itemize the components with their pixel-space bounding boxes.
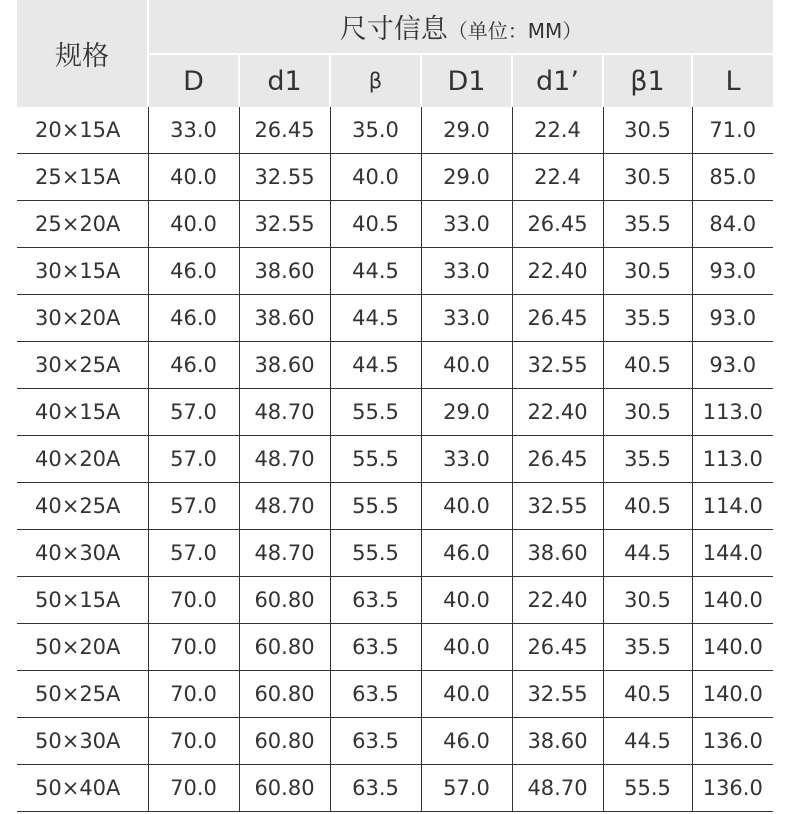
cell-d1-prime: 32.55: [512, 483, 603, 530]
cell-d1: 38.60: [239, 248, 330, 295]
cell-beta1: 30.5: [603, 154, 692, 201]
table-row: [17, 201, 773, 248]
cell-beta1: 30.5: [603, 248, 692, 295]
cell-d1: 38.60: [239, 342, 330, 389]
cell-d1: 32.55: [239, 154, 330, 201]
cell-L: 93.0: [692, 248, 773, 295]
spec-column-header: 规格: [17, 0, 148, 107]
cell-d1-prime: 26.45: [512, 624, 603, 671]
table-row: [17, 765, 773, 812]
cell-beta1: 35.5: [603, 436, 692, 483]
cell-D: 57.0: [148, 530, 239, 577]
cell-D: 70.0: [148, 577, 239, 624]
cell-d1-prime: 32.55: [512, 342, 603, 389]
cell-d1: 38.60: [239, 295, 330, 342]
cell-L: 93.0: [692, 342, 773, 389]
cell-D: 57.0: [148, 389, 239, 436]
cell-beta: 63.5: [330, 718, 421, 765]
cell-beta: 44.5: [330, 295, 421, 342]
cell-D1: 33.0: [421, 436, 512, 483]
cell-beta1: 40.5: [603, 342, 692, 389]
cell-beta1: 44.5: [603, 530, 692, 577]
cell-beta: 63.5: [330, 671, 421, 718]
cell-L: 136.0: [692, 765, 773, 812]
table-row: [17, 530, 773, 577]
cell-d1-prime: 22.4: [512, 107, 603, 154]
cell-L: 113.0: [692, 436, 773, 483]
cell-spec: 40×15A: [17, 389, 148, 436]
cell-D: 40.0: [148, 154, 239, 201]
cell-D: 46.0: [148, 342, 239, 389]
cell-D: 46.0: [148, 295, 239, 342]
cell-d1-prime: 32.55: [512, 671, 603, 718]
cell-beta: 63.5: [330, 577, 421, 624]
cell-d1-prime: 22.4: [512, 154, 603, 201]
cell-L: 85.0: [692, 154, 773, 201]
cell-d1: 60.80: [239, 765, 330, 812]
cell-D: 33.0: [148, 107, 239, 154]
cell-d1-prime: 38.60: [512, 530, 603, 577]
cell-beta: 63.5: [330, 624, 421, 671]
cell-beta: 35.0: [330, 107, 421, 154]
column-header-beta1: β1: [603, 54, 692, 107]
cell-D: 46.0: [148, 248, 239, 295]
cell-d1: 60.80: [239, 577, 330, 624]
cell-D1: 33.0: [421, 295, 512, 342]
cell-D: 70.0: [148, 765, 239, 812]
cell-D1: 40.0: [421, 483, 512, 530]
table-body: [17, 107, 773, 812]
cell-D1: 46.0: [421, 530, 512, 577]
cell-beta: 44.5: [330, 248, 421, 295]
cell-beta1: 40.5: [603, 483, 692, 530]
cell-spec: 25×15A: [17, 154, 148, 201]
cell-D1: 29.0: [421, 107, 512, 154]
dimension-group-header: [148, 0, 773, 54]
cell-beta: 55.5: [330, 389, 421, 436]
cell-D1: 46.0: [421, 718, 512, 765]
cell-beta1: 30.5: [603, 107, 692, 154]
table-row: [17, 248, 773, 295]
cell-beta1: 40.5: [603, 671, 692, 718]
cell-D1: 40.0: [421, 671, 512, 718]
cell-d1: 60.80: [239, 671, 330, 718]
cell-L: 136.0: [692, 718, 773, 765]
cell-spec: 50×15A: [17, 577, 148, 624]
cell-d1-prime: 26.45: [512, 436, 603, 483]
cell-beta: 40.0: [330, 154, 421, 201]
cell-L: 144.0: [692, 530, 773, 577]
cell-beta: 40.5: [330, 201, 421, 248]
cell-L: 140.0: [692, 671, 773, 718]
cell-d1: 60.80: [239, 718, 330, 765]
cell-d1: 32.55: [239, 201, 330, 248]
cell-d1: 48.70: [239, 483, 330, 530]
cell-d1-prime: 26.45: [512, 201, 603, 248]
column-header-D: D: [148, 54, 239, 107]
cell-spec: 25×20A: [17, 201, 148, 248]
cell-spec: 30×15A: [17, 248, 148, 295]
cell-spec: 50×30A: [17, 718, 148, 765]
cell-spec: 30×25A: [17, 342, 148, 389]
unit-note: （单位：MM）: [447, 19, 583, 43]
cell-spec: 30×20A: [17, 295, 148, 342]
cell-beta1: 35.5: [603, 624, 692, 671]
table-row: [17, 154, 773, 201]
cell-beta: 55.5: [330, 530, 421, 577]
cell-spec: 50×25A: [17, 671, 148, 718]
size-spec-table: [17, 0, 773, 812]
cell-d1-prime: 22.40: [512, 577, 603, 624]
cell-d1: 26.45: [239, 107, 330, 154]
cell-beta: 44.5: [330, 342, 421, 389]
cell-D1: 29.0: [421, 154, 512, 201]
column-header-beta: β: [330, 54, 421, 107]
table-row: [17, 342, 773, 389]
table-row: [17, 295, 773, 342]
cell-beta1: 44.5: [603, 718, 692, 765]
cell-beta: 55.5: [330, 483, 421, 530]
cell-D: 57.0: [148, 436, 239, 483]
cell-D1: 40.0: [421, 342, 512, 389]
column-header-D1: D1: [421, 54, 512, 107]
cell-D1: 33.0: [421, 248, 512, 295]
table-row: [17, 389, 773, 436]
cell-d1-prime: 26.45: [512, 295, 603, 342]
column-header-d1-prime: d1’: [512, 54, 603, 107]
column-header-L: L: [692, 54, 773, 107]
cell-L: 84.0: [692, 201, 773, 248]
cell-D1: 57.0: [421, 765, 512, 812]
cell-d1-prime: 22.40: [512, 248, 603, 295]
column-header-d1: d1: [239, 54, 330, 107]
cell-D1: 29.0: [421, 389, 512, 436]
cell-spec: 50×20A: [17, 624, 148, 671]
cell-spec: 50×40A: [17, 765, 148, 812]
cell-d1-prime: 48.70: [512, 765, 603, 812]
cell-beta1: 35.5: [603, 295, 692, 342]
table-row: [17, 718, 773, 765]
cell-beta1: 30.5: [603, 577, 692, 624]
table-row: [17, 577, 773, 624]
cell-L: 113.0: [692, 389, 773, 436]
cell-d1: 48.70: [239, 389, 330, 436]
cell-spec: 40×30A: [17, 530, 148, 577]
cell-L: 93.0: [692, 295, 773, 342]
cell-D: 40.0: [148, 201, 239, 248]
table-row: [17, 671, 773, 718]
header-row-group: [17, 0, 773, 54]
cell-d1: 48.70: [239, 530, 330, 577]
cell-L: 114.0: [692, 483, 773, 530]
cell-d1: 60.80: [239, 624, 330, 671]
cell-D1: 33.0: [421, 201, 512, 248]
cell-beta1: 55.5: [603, 765, 692, 812]
table-row: [17, 624, 773, 671]
cell-spec: 20×15A: [17, 107, 148, 154]
cell-beta: 55.5: [330, 436, 421, 483]
cell-beta1: 35.5: [603, 201, 692, 248]
cell-spec: 40×25A: [17, 483, 148, 530]
dimension-group-title: 尺寸信息: [339, 14, 448, 45]
table-row: [17, 436, 773, 483]
cell-d1-prime: 22.40: [512, 389, 603, 436]
cell-D1: 40.0: [421, 577, 512, 624]
table-header: [17, 0, 773, 107]
cell-D: 70.0: [148, 671, 239, 718]
cell-spec: 40×20A: [17, 436, 148, 483]
cell-d1-prime: 38.60: [512, 718, 603, 765]
table-row: [17, 107, 773, 154]
cell-beta1: 30.5: [603, 389, 692, 436]
cell-D: 70.0: [148, 718, 239, 765]
cell-L: 71.0: [692, 107, 773, 154]
cell-L: 140.0: [692, 624, 773, 671]
cell-d1: 48.70: [239, 436, 330, 483]
cell-D: 70.0: [148, 624, 239, 671]
table-row: [17, 483, 773, 530]
cell-D: 57.0: [148, 483, 239, 530]
cell-beta: 63.5: [330, 765, 421, 812]
cell-D1: 40.0: [421, 624, 512, 671]
cell-L: 140.0: [692, 577, 773, 624]
